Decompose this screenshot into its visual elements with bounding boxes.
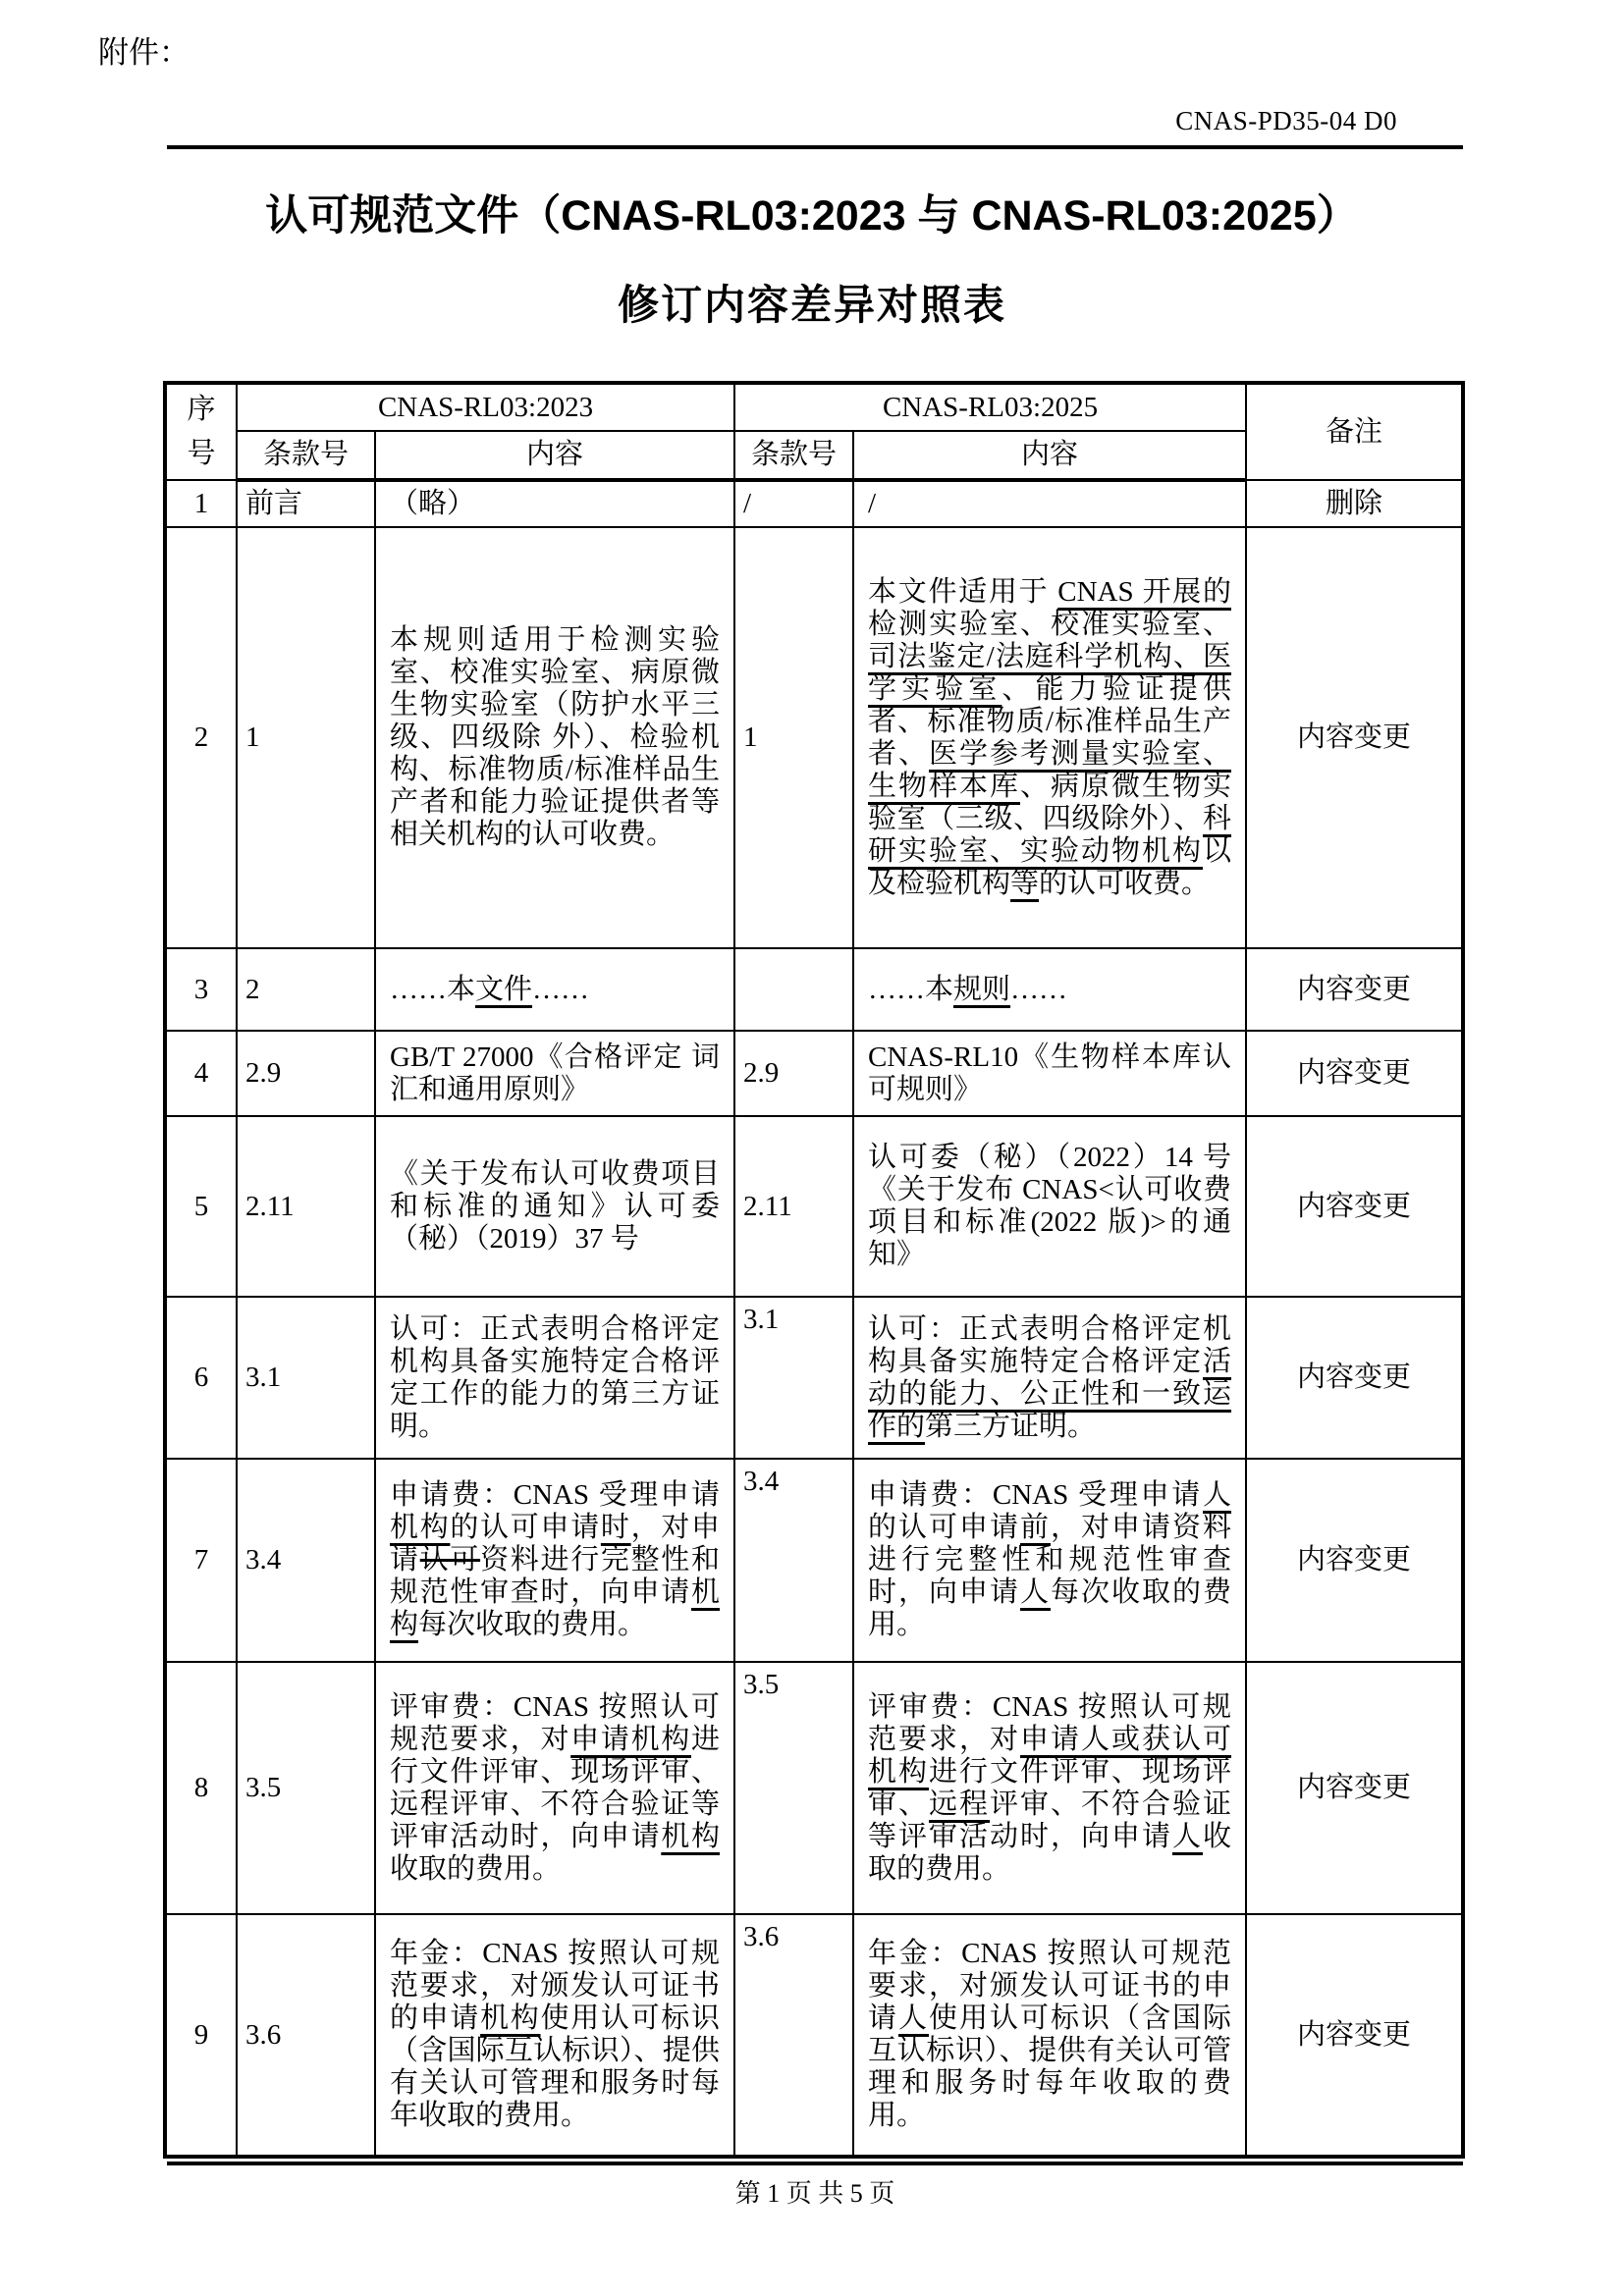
row-remark: 内容变更 [1246, 1297, 1463, 1459]
page-title: 认可规范文件（CNAS-RL03:2023 与 CNAS-RL03:2025） [265, 192, 1359, 240]
inserted-text: 医学参考测量实验室、生物样本库 [868, 737, 1232, 802]
text: 第三方证明。 [925, 1410, 1097, 1442]
row-serial: 9 [165, 1914, 237, 2157]
clause-2025: 2.11 [734, 1116, 853, 1297]
text: 每次收取的费用。 [418, 1609, 647, 1640]
inserted-text: 前 [1020, 1512, 1052, 1543]
inserted-text: 时 [600, 1512, 631, 1543]
text: 《关于发布认可收费项目和标准的通知》认可委（秘）（2019）37 号 [390, 1157, 721, 1255]
text: ，对申请 [390, 1512, 720, 1575]
inserted-text: 科研实验室、实验动物机构 [868, 802, 1232, 867]
row-remark: 内容变更 [1246, 1031, 1463, 1116]
content-2025 [853, 1459, 1246, 1662]
text: 年金：CNAS 按照认可规范要求，对颁发认可证书的申请 [390, 1938, 721, 2034]
content-2025 [853, 1914, 1246, 2157]
page-number: 第 1 页 共 5 页 [734, 2179, 895, 2208]
text: GB/T 27000《合格评定 词汇和通用原则》 [390, 1041, 721, 1105]
inserted-text: 活动的能力、公正性和一致运作的 [868, 1345, 1232, 1442]
clause-2025 [734, 948, 853, 1031]
text: / [868, 488, 877, 519]
inserted-text: 人 [898, 2002, 930, 2034]
row-remark: 删除 [1246, 480, 1463, 527]
row-remark: 内容变更 [1246, 1662, 1463, 1914]
inserted-text: 司法鉴定/法庭科学机构、医学实验室 [868, 640, 1232, 705]
header-serial [165, 383, 237, 480]
text: 认可委（秘）（2022）14 号《关于发布 CNAS<认可收费项目和标准(2022 版)>的通知》 [868, 1142, 1232, 1270]
diff-table [163, 381, 1465, 2159]
clause-2023: 3.5 [237, 1662, 375, 1914]
row-remark: 内容变更 [1246, 1116, 1463, 1297]
diff-table-header [165, 383, 1463, 480]
text: 的认可收费。 [1039, 867, 1211, 899]
row-serial: 7 [165, 1459, 237, 1662]
text: 收取的费用。 [390, 1852, 562, 1885]
row-remark: 内容变更 [1246, 1459, 1463, 1662]
text: 使用认可标识（含国际互认标识）、提供有关认可管理和服务时每年收取的费用。 [868, 2002, 1232, 2131]
text: 资料进行完整性和规范性审查时，向申请 [390, 1544, 720, 1608]
header-rule [167, 145, 1463, 149]
header-serial-label: 序号 [187, 394, 216, 469]
clause-2023: 3.6 [237, 1914, 375, 2157]
table-row [165, 1116, 1463, 1297]
clause-2023: 3.1 [237, 1297, 375, 1459]
header-clause-2023: 条款号 [237, 431, 375, 480]
doc-code: CNAS-PD35-04 D0 [1175, 106, 1397, 135]
header-content-2025: 内容 [853, 431, 1246, 480]
content-2025 [853, 1031, 1246, 1116]
row-serial: 1 [165, 480, 237, 527]
table-row [165, 527, 1463, 948]
text: 收取的费用。 [868, 1820, 1232, 1885]
table-row [165, 1297, 1463, 1459]
inserted-text: 机构 [661, 1820, 720, 1852]
clause-2023: 3.4 [237, 1459, 375, 1662]
clause-2025: / [734, 480, 853, 527]
content-2025 [853, 480, 1246, 527]
table-row [165, 1914, 1463, 2157]
text: CNAS-RL10《生物样本库认可规则》 [868, 1041, 1232, 1105]
header-remark: 备注 [1246, 383, 1463, 480]
text: 进行文件评审、现场评审、 [868, 1755, 1232, 1820]
header-2025: CNAS-RL03:2025 [734, 383, 1246, 431]
inserted-text: 申请人或获认可机构 [868, 1723, 1232, 1788]
inserted-text: 机构 [390, 1576, 721, 1640]
text: ，对申请资料进行完整性和规范性审查时，向申请 [868, 1512, 1232, 1608]
content-2023 [375, 480, 734, 527]
content-2023 [375, 1297, 734, 1459]
inserted-text: 人 [1020, 1576, 1052, 1608]
inserted-text: 规则 [953, 973, 1011, 1005]
clause-2025: 3.4 [734, 1459, 853, 1662]
content-2023 [375, 1031, 734, 1116]
clause-2025: 1 [734, 527, 853, 948]
inserted-text: 远程 [929, 1788, 991, 1820]
text: 年金：CNAS 按照认可规范要求，对颁发认可证书的申请 [868, 1938, 1232, 2034]
clause-2025: 3.1 [734, 1297, 853, 1459]
text: 进行文件评审、现场评审、远程评审、不符合验证等评审活动时，向申请 [390, 1723, 721, 1852]
text: 以及检验机构 [868, 834, 1232, 899]
inserted-text: 机构 [480, 2002, 541, 2034]
clause-2025: 2.9 [734, 1031, 853, 1116]
content-2025 [853, 1297, 1246, 1459]
table-row [165, 480, 1463, 527]
clause-2025: 3.6 [734, 1914, 853, 2157]
page-subtitle: 修订内容差异对照表 [617, 282, 1006, 328]
row-serial: 4 [165, 1031, 237, 1116]
clause-2023: 2.11 [237, 1116, 375, 1297]
clause-2025: 3.5 [734, 1662, 853, 1914]
text: 本文件适用于 [868, 575, 1058, 608]
footer-rule [167, 2162, 1463, 2165]
header-2023: CNAS-RL03:2023 [237, 383, 734, 431]
text: 的认可申请 [450, 1512, 601, 1543]
row-remark: 内容变更 [1246, 527, 1463, 948]
clause-2023: 2.9 [237, 1031, 375, 1116]
content-2025 [853, 1662, 1246, 1914]
diff-table-body [165, 480, 1463, 2157]
attachment-label: 附件： [98, 35, 189, 70]
header-row-1 [165, 383, 1463, 431]
table-row [165, 1662, 1463, 1914]
text: 每次收取的费用。 [868, 1576, 1232, 1640]
text: 、能力验证提供者、标准物质/标准样品生产者、 [868, 672, 1232, 770]
row-serial: 3 [165, 948, 237, 1031]
clause-2023: 前言 [237, 480, 375, 527]
content-2023 [375, 1914, 734, 2157]
header-content-2023: 内容 [375, 431, 734, 480]
text: 认可：正式表明合格评定机构具备实施特定合格评定工作的能力的第三方证明。 [390, 1312, 721, 1442]
text: 检测实验室、校准实验室、 [868, 608, 1232, 640]
inserted-text: 人 [1203, 1479, 1232, 1511]
text: 本规则适用于检测实验室、校准实验室、病原微生物实验室（防护水平三级、四级除 外）、检验机构、标准物质/标准样品生产者和能力验证提供者等相关机构的认可收费。 [390, 624, 721, 850]
text: ……本 [868, 973, 954, 1005]
row-serial: 6 [165, 1297, 237, 1459]
row-serial: 5 [165, 1116, 237, 1297]
deleted-text: 认可 [419, 1544, 481, 1575]
inserted-text: 文件 [475, 973, 533, 1005]
clause-2023: 1 [237, 527, 375, 948]
inserted-text: 人 [1172, 1820, 1203, 1852]
table-row [165, 948, 1463, 1031]
inserted-text: 申请机构 [570, 1723, 691, 1755]
content-2023 [375, 1662, 734, 1914]
text: …… [532, 973, 590, 1005]
header-clause-2025: 条款号 [734, 431, 853, 480]
content-2023 [375, 1116, 734, 1297]
row-remark: 内容变更 [1246, 1914, 1463, 2157]
inserted-text: 等 [1010, 867, 1040, 899]
text: 的认可申请 [868, 1512, 1021, 1543]
content-2025 [853, 948, 1246, 1031]
inserted-text: CNAS 开展的 [1057, 575, 1232, 608]
text: 、病原微生物实验室（三级、四级除外）、 [868, 770, 1232, 834]
text: 申请费：CNAS 受理申请 [868, 1479, 1204, 1511]
text: 评审、不符合验证等评审活动时，向申请 [868, 1788, 1231, 1852]
text: 使用认可标识（含国际互认标识）、提供有关认可管理和服务时每年收取的费用。 [390, 2002, 721, 2131]
text: …… [1010, 973, 1068, 1005]
text: ……本 [390, 973, 476, 1005]
clause-2023: 2 [237, 948, 375, 1031]
text: （略） [390, 488, 476, 519]
text: 认可：正式表明合格评定机构具备实施特定合格评定 [868, 1312, 1232, 1377]
row-serial: 8 [165, 1662, 237, 1914]
text: 申请费：CNAS 受理申请 [390, 1479, 721, 1511]
content-2025 [853, 1116, 1246, 1297]
content-2023 [375, 948, 734, 1031]
row-serial: 2 [165, 527, 237, 948]
content-2025 [853, 527, 1246, 948]
inserted-text: 机构 [390, 1512, 451, 1543]
text: 评审费：CNAS 按照认可规范要求，对 [868, 1690, 1232, 1755]
content-2023 [375, 1459, 734, 1662]
row-remark: 内容变更 [1246, 948, 1463, 1031]
table-row [165, 1031, 1463, 1116]
table-row [165, 1459, 1463, 1662]
text: 评审费：CNAS 按照认可规范要求，对 [390, 1690, 721, 1755]
content-2023 [375, 527, 734, 948]
